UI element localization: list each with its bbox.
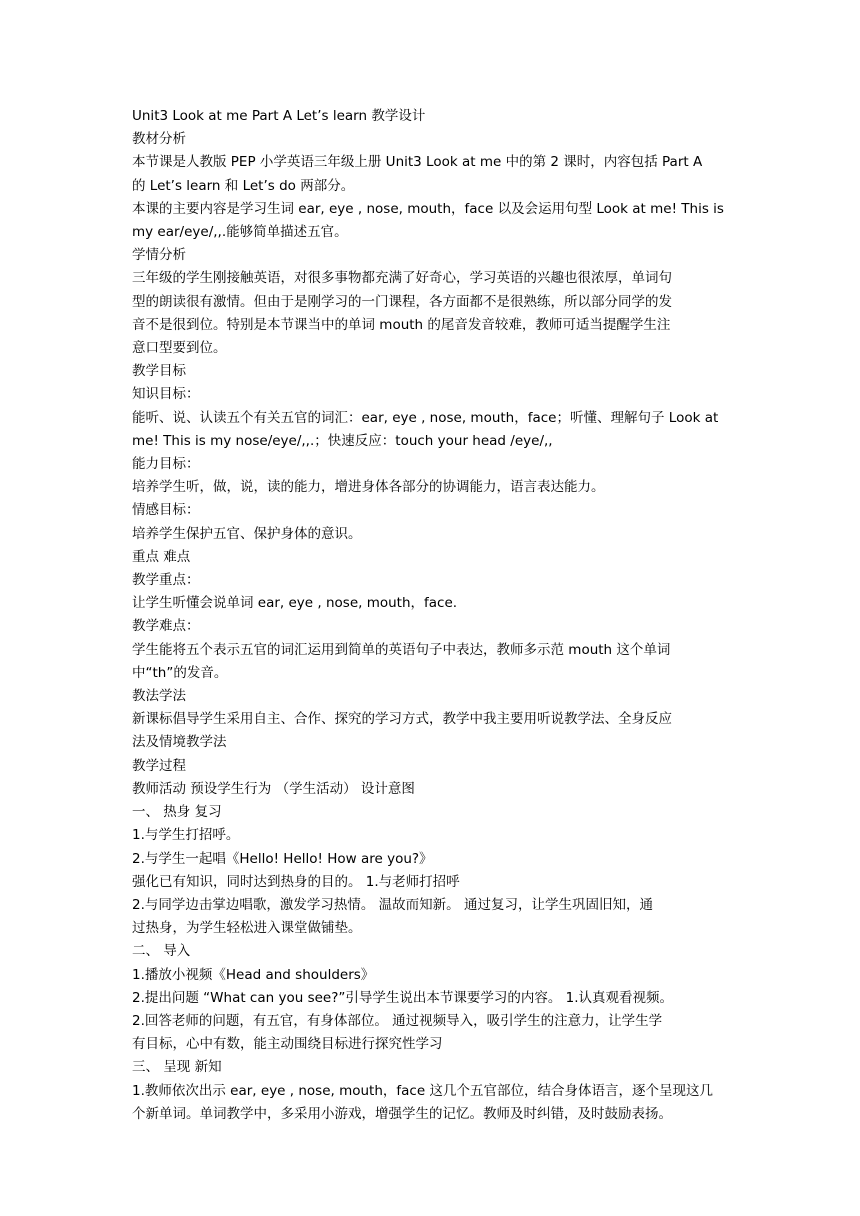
text-line: 型的朗读很有激情。但由于是刚学习的一门课程，各方面都不是很熟练，所以部分同学的发 [132, 293, 672, 310]
text-line: 意口型要到位。 [132, 340, 227, 357]
text-line: 2.与学生一起唱《Hello! Hello! How are you?》 [132, 850, 433, 867]
text-line: 1.教师依次出示 ear, eye , nose, mouth，face 这几个五官部位，结合身体语言，逐个呈现这几 [132, 1082, 713, 1099]
text-line: 情感目标： [132, 502, 200, 519]
text-line: 强化已有知识，同时达到热身的目的。 1.与老师打招呼 [132, 873, 460, 890]
text-line: 培养学生听，做，说，读的能力，增进身体各部分的协调能力，语言表达能力。 [132, 479, 605, 496]
text-line: 本节课是人教版 PEP 小学英语三年级上册 Unit3 Look at me 中的第 2 课时，内容包括 Part A [132, 154, 703, 171]
text-line: 的 Let’s learn 和 Let’s do 两部分。 [132, 177, 355, 194]
text-line: 能听、说、认读五个有关五官的词汇：ear, eye , nose, mouth，face；听懂、理解句子 Look at [132, 409, 719, 426]
text-line: 三、 呈现 新知 [132, 1059, 222, 1076]
text-line: 三年级的学生刚接触英语，对很多事物都充满了好奇心，学习英语的兴趣也很浓厚，单词句 [132, 270, 672, 287]
text-line: 学生能将五个表示五官的词汇运用到简单的英语句子中表达，教师多示范 mouth 这个单词 [132, 641, 671, 658]
text-line: 学情分析 [132, 247, 186, 264]
text-line: 1.与学生打招呼。 [132, 827, 240, 844]
text-line: 教学目标 [132, 363, 186, 380]
text-line: Unit3 Look at me Part A Let’s learn 教学设计 [132, 108, 426, 124]
text-line: 教法学法 [132, 688, 186, 705]
text-line: 教学重点： [132, 572, 200, 589]
text-line: 法及情境教学法 [132, 734, 227, 751]
text-line: 个新单词。单词教学中，多采用小游戏，增强学生的记忆。教师及时纠错，及时鼓励表扬。 [132, 1105, 672, 1122]
text-line: 知识目标： [132, 386, 200, 403]
text-line: 音不是很到位。特别是本节课当中的单词 mouth 的尾音发音较难，教师可适当提醒学生注 [132, 316, 671, 333]
text-line: 能力目标： [132, 456, 200, 473]
text-line: 过热身，为学生轻松进入课堂做铺垫。 [132, 920, 362, 937]
text-line: 2.提出问题 “What can you see?”引导学生说出本节课要学习的内容。 1.认真观看视频。 [132, 989, 674, 1006]
text-line: 让学生听懂会说单词 ear, eye , nose, mouth，face. [132, 595, 458, 612]
text-line: 2.回答老师的问题，有五官，有身体部位。 通过视频导入，吸引学生的注意力，让学生学 [132, 1012, 663, 1029]
document-page [132, 105, 732, 1126]
text-line: 教师活动 预设学生行为 （学生活动） 设计意图 [132, 780, 415, 797]
text-line: 教材分析 [132, 131, 186, 148]
text-line: 2.与同学边击掌边唱歌，激发学习热情。 温故而知新。 通过复习，让学生巩固旧知，通 [132, 896, 653, 913]
text-line: 教学过程 [132, 757, 186, 774]
text-line: 新课标倡导学生采用自主、合作、探究的学习方式，教学中我主要用听说教学法、全身反应 [132, 711, 672, 728]
text-line: 中“th”的发音。 [132, 664, 228, 681]
text-line: 二、 导入 [132, 943, 191, 960]
text-line: 有目标，心中有数，能主动围绕目标进行探究性学习 [132, 1036, 443, 1053]
text-line: 培养学生保护五官、保护身体的意识。 [132, 525, 362, 542]
text-line: 重点 难点 [132, 548, 191, 565]
text-line: my ear/eye/,,.能够简单描述五官。 [132, 224, 348, 241]
text-line: 1.播放小视频《Head and shoulders》 [132, 966, 375, 983]
text-line: 本课的主要内容是学习生词 ear, eye , nose, mouth，face 以及会运用句型 Look at me! This is [132, 200, 724, 217]
text-line: 一、 热身 复习 [132, 804, 222, 821]
text-line: me! This is my nose/eye/,,.；快速反应：touch your head /eye/,, [132, 432, 553, 449]
text-line: 教学难点： [132, 618, 200, 635]
